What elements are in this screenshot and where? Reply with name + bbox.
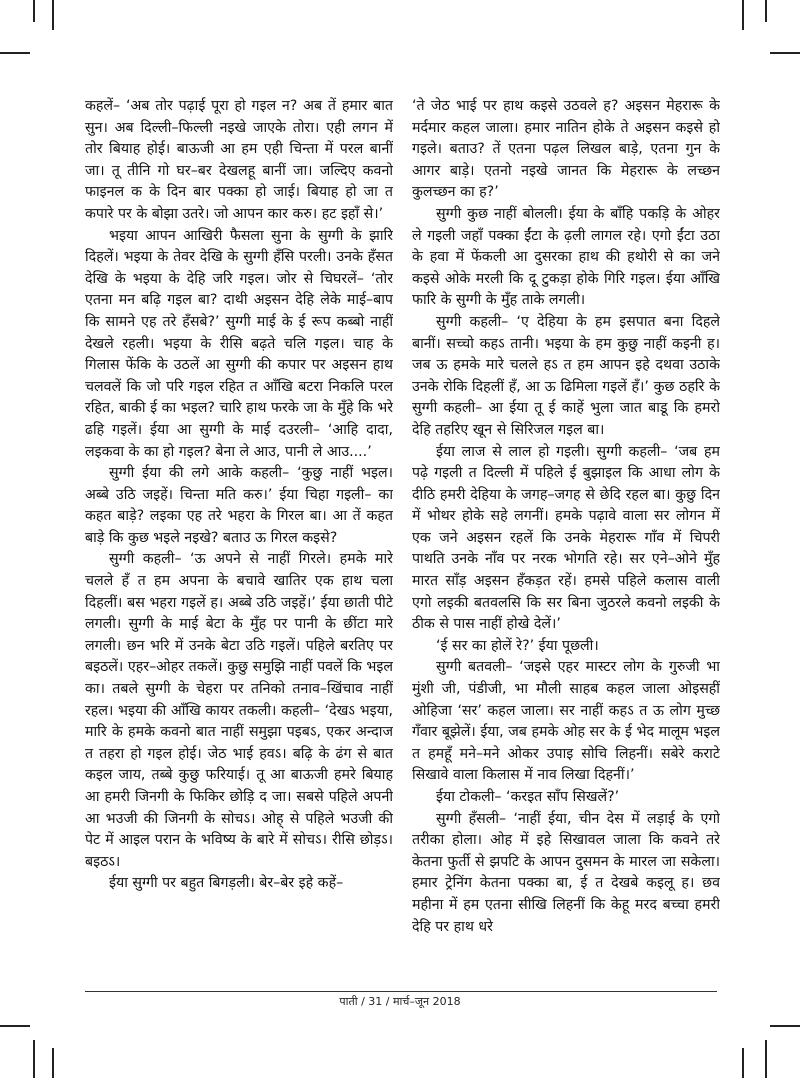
- paragraph: कहलें– ‘अब तोर पढ़ाई पूरा हो गइल न? अब तें हमार बात सुन। अब दिल्ली–फिल्ली नइखे जाएके तोरा। एही लगन में तोर बियाह होई। बाऊजी आ हम एही चिन्ता में परल बानीं जा। तू तीनि गो घर–बर देखलहू बानीं जा। जल्दिए कवनो फाइनल क के दिन बार पक्का हो जाई। बियाह हो जा त कपारे पर के बोझा उतरे। जो आपन कार करु। हट इहाँ से।’: [85, 98, 393, 222]
- crop-mark-top-right-v: [742, 0, 744, 30]
- crop-mark-top-left-v: [33, 0, 35, 22]
- paragraph: सुग्गी हँसली– ‘नाहीं ईया, चीन देस में लड़ाई के एगो तरीका होला। ओह में इहे सिखावल जाला कि कवने तरे केतना फुर्ती से झपटि के आपन दुसमन के मारल जा सकेला। हमार ट्रेनिंग केतना पक्का बा, ई त देखबे कइलू ह। छव महीना में हम एतना सीखि लिहनीं कि केहू मरद बच्चा हमरी देहि पर हाथ धरे: [412, 810, 720, 935]
- crop-mark-bottom-left-h: [0, 1025, 30, 1027]
- paragraph: सुग्गी ईया की लगे आके कहली– ‘कुछु नाहीं भइल। अब्बे उठि जइहें। चिन्ता मति करु।’ ईया चिहा गइली– का कहत बाड़े? लइका एह तरे भहरा के गिरल बा। आ तें कहत बाड़े कि कुछ भइले नइखे? बताउ ऊ गिरल कइसे?: [85, 465, 393, 546]
- paragraph: ‘ई सर का होलें रे?’ ईया पूछली।: [436, 637, 599, 654]
- paragraph: ‘ते जेठ भाई पर हाथ कइसे उठवले ह? अइसन मेहरारू के मर्दमार कहल जाला। हमार नातिन होके ते अइसन कइसे हो गइले। बताउ? तें एतना पढ़ल लिखल बाड़े, एतना गुन के आगर बाड़े। एतनो नइखे जानत कि मेहरारू के लच्छन कुलच्छन का ह?’: [412, 98, 720, 201]
- crop-mark-top-right-h: [770, 52, 800, 54]
- crop-mark-bottom-left-v: [33, 1040, 35, 1078]
- crop-mark-top-right-v2: [765, 0, 767, 22]
- crop-mark-top-left-v2: [52, 0, 54, 30]
- footer-rule: [85, 991, 717, 992]
- crop-mark-top-left-h: [0, 52, 30, 54]
- paragraph: ईया लाज से लाल हो गइली। सुग्गी कहली– ‘जब हम पढ़े गइली त दिल्ली में पहिले ई बुझाइल कि आधा लोग के दीठि हमरी देहिया के जगह–जगह से छेदि रहल बा। कुछु दिन में भोथर होके सहे लगनीं। हमके पढ़ावे वाला सर लोगन में एक जने अइसन रहलें कि उनके मेहरारू गाँव में चिपरी पाथति उनके नाँव पर नरक भोगति रहे। सर एने–ओने मुँह मारत साँड़ अइसन हँकड़त रहें। हमसे पहिले कलास वाली एगो लइकी बतवलसि कि सर बिना जुठरले कवनो लइकी के ठीक से पास नाहीं होखे देलें।’: [412, 443, 720, 633]
- paragraph: सुग्गी कहली– ‘ऊ अपने से नाहीं गिरले। हमके मारे चलले हँ त हम अपना के बचावे खातिर एक हाथ चला दिहलीं। बस भहरा गइलें ह। अब्बे उठि जइहें।’ ईया छाती पीटे लगली। सुग्गी के माई बेटा के मुँह पर पानी के छींटा मारे लगली। छन भरि में उनके बेटा उठि गइलें। पहिले बरतिए पर बइठलें। एहर–ओहर तकलें। कुछु समुझि नाहीं पवलें कि भइल का। तबले सुग्गी के चेहरा पर तनिको तनाव–खिंचाव नाहीं रहल। भइया की आँखि कायर तकली। कहली– ‘देखऽ भइया, मारि के हमके कवनो बात नाहीं समुझा पइबऽ, एकर अन्दाज त तहरा हो गइल होई। जेठ भाई हवऽ। बढ़ि के ढंग से बात कइल जाय, तब्बे कुछु फरियाई। तू आ बाऊजी हमरे बियाह आ हमरी जिनगी के फिकिर छोड़ि द जा। सबसे पहिले अपनी आ भउजी की जिनगी के सोचऽ। ओह् से पहिले भउजी की पेट में आइल परान के भविष्य के बारे में सोचऽ। रीसि छोड़ऽ। बइठऽ।: [85, 551, 393, 870]
- right-column: [412, 96, 720, 974]
- paragraph: सुग्गी कहली– ‘ए देहिया के हम इसपात बना दिहले बानीं। सच्चो कहऽ तानी। भइया के हम कुछु नाहीं कइनी ह। जब ऊ हमके मारे चलले हऽ त हम आपन इहे दथवा उठाके उनके रोकि दिहलीं हँ, आ ऊ ढिमिला गइलें हँ।’ कुछ ठहरि के सुग्गी कहली– आ ईया तू ई काहें भुला जात बाडू कि हमरो देहि तहरिए खून से सिरिजल गइल बा।: [412, 313, 720, 438]
- crop-mark-bottom-left-v2: [52, 1048, 54, 1078]
- crop-mark-bottom-right-v: [742, 1048, 744, 1078]
- paragraph: सुग्गी बतवली– ‘जइसे एहर मास्टर लोग के गुरुजी भा मुंशी जी, पंडीजी, भा मौली साहब कहल जाला ओइसहीं ओहिजा ‘सर’ कहल जाला। सर नाहीं कहऽ त ऊ लोग मुच्छ गँवार बूझेलें। ईया, जब हमके ओह सर के ई भेद मालूम भइल त हमहूँ मने–मने ओकर उपाइ सोचि लिहनीं। सबेरे कराटे सिखावे वाला किलास में नाव लिखा दिहनीं।’: [412, 659, 720, 784]
- paragraph: ईया टोकली– ‘करइत साँप सिखलें?’: [436, 789, 620, 805]
- paragraph: भइया आपन आखिरी फैसला सुना के सुग्गी के झारि दिहलें। भइया के तेवर देखि के सुग्गी हँसि परली। उनके हँसत देखि के भइया के देहि जरि गइल। जोर से चिघरलें– ‘तोर एतना मन बढ़ि गइल बा? दाथी अइसन देहि लेके माई–बाप कि सामने एह तरे हँसबे?’ सुग्गी माई के ई रूप कब्बो नाहीं देखले रहली। भइया के रीसि बढ़ते चलि गइल। चाह के गिलास फेंकि के उठलें आ सुग्गी की कपार पर अइसन हाथ चलवलें कि जो परि गइल रहित त आँखि बटरा निकलि परल रहित, बाकी ई का भइल? चारि हाथ फरके जा के मुँहे कि भरे ढहि गइलें। ईया आ सुग्गी के माई दउरली– ‘आहि दादा, लइकवा के का हो गइल? बेना ले आउ, पानी ले आउ....’: [85, 227, 393, 460]
- paragraph: सुग्गी कुछ नाहीं बोलली। ईया के बाँहि पकड़ि के ओहर ले गइली जहाँ पक्का ईंटा के ढ़ली लागल रहे। एगो ईंटा उठा के हवा में फेंकली आ दुसरका हाथ की हथोरी से का जने कइसे ओके मरली कि दू टुकड़ा होके गिरि गइल। ईया आँखि फारि के सुग्गी के मुँह ताके लगली।: [412, 205, 720, 309]
- page-footer: पाती / 31 / मार्च–जून 2018: [339, 995, 461, 1008]
- crop-mark-bottom-right-h: [770, 1025, 800, 1027]
- crop-mark-bottom-right-v2: [765, 1040, 767, 1078]
- paragraph: ईया सुग्गी पर बहुत बिगड़ली। बेर–बेर इहे कहें–: [109, 875, 344, 892]
- left-column: [85, 96, 393, 974]
